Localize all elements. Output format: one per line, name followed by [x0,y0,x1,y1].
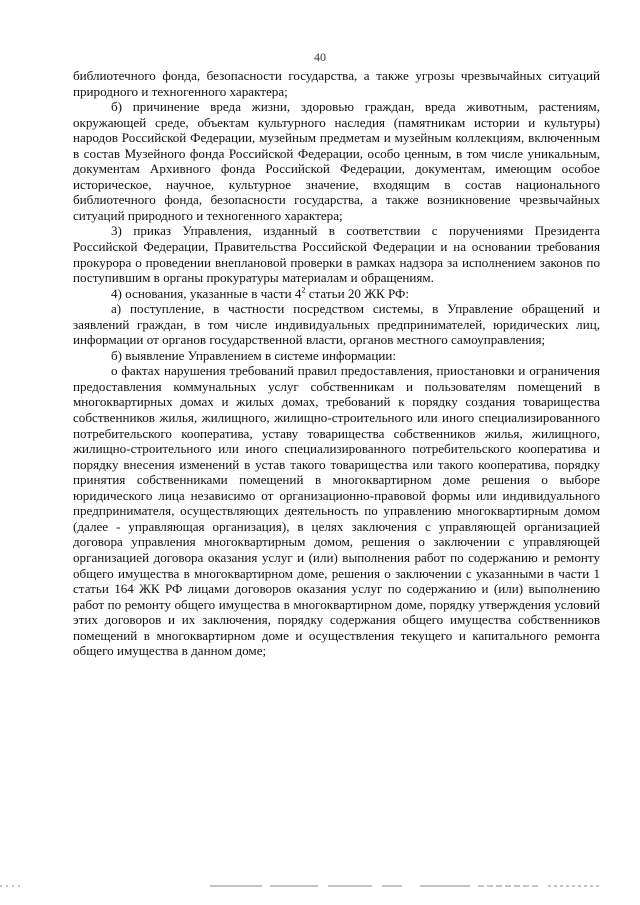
superscript: 2 [301,285,306,295]
paragraph-item-4-grounds [73,286,600,302]
body-text [73,68,600,659]
scan-artifact-line [0,884,640,888]
paragraph-item-a-appeals: а) поступление, в частности посредством системы, в Управление обращений и заявлений граждан, в том числе индивидуальных предпринимателей, юридических лиц, информации от органов государственной власти, органов местного самоуправления; [73,301,600,348]
paragraph-violation-facts: о фактах нарушения требований правил предоставления, приостановки и ограничения предоставления коммунальных услуг собственникам и пользователям помещений в многоквартирных домах и жилых домах, требований к порядку создания товарищества собственников жилья, жилищного, жилищно-строительного или иного специализированного потребительского кооператива, уставу товарищества собственников жилья, жилищного, жилищно-строительного или иного специализированного потребительского кооператива и порядку внесения изменений в устав такого товарищества или такого кооператива, порядку принятия собственниками помещений в многоквартирном доме решения о выборе юридического лица независимо от организационно-правовой формы или индивидуального предпринимателя, осуществляющих деятельность по управлению многоквартирным домом (далее - управляющая организация), в целях заключения с управляющей организацией договора управления многоквартирным домом, решения о заключении с управляющей организацией договора оказания услуг и (или) выполнения работ по содержанию и ремонту общего имущества в многоквартирном доме, решения о заключении с указанными в части 1 статьи 164 ЖК РФ лицами договоров оказания услуг по содержанию и (или) выполнению работ по ремонту общего имущества в многоквартирном доме, порядку утверждения условий этих договоров и их заключения, порядку содержания общего имущества собственников помещений в многоквартирном доме и осуществления текущего и капитального ремонта общего имущества в данном доме; [73,363,600,659]
paragraph-item-b-detection: б) выявление Управлением в системе информации: [111,347,397,363]
paragraph-continuation: библиотечного фонда, безопасности государства, а также угрозы чрезвычайных ситуаций природного и техногенного характера; [73,68,600,99]
paragraph-item-b-harm: б) причинение вреда жизни, здоровью граждан, вреда животным, растениям, окружающей среде, объектам культурного наследия (памятникам истории и культуры) народов Российской Федерации, музейным предметам и музейным коллекциям, включенным в состав Музейного фонда Российской Федерации, особо ценным, в том числе уникальным, документам Архивного фонда Российской Федерации, документам, имеющим особое историческое, научное, культурное значение, входящим в состав национального библиотечного фонда, безопасности государства, а также возникновение чрезвычайных ситуаций природного и техногенного характера; [73,99,600,223]
paragraph-item-4-text-end: статьи 20 ЖК РФ: [305,285,410,301]
paragraph-item-4-text: 4) основания, указанные в части 4 [111,285,302,301]
paragraph-item-3-order: 3) приказ Управления, изданный в соответствии с поручениями Президента Российской Федерации, Правительства Российской Федерации и на основании требования прокурора о проведении внеплановой проверки в рамках надзора за исполнением законов по поступившим в органы прокуратуры материалам и обращениям. [73,223,600,286]
page-number: 40 [314,50,326,64]
